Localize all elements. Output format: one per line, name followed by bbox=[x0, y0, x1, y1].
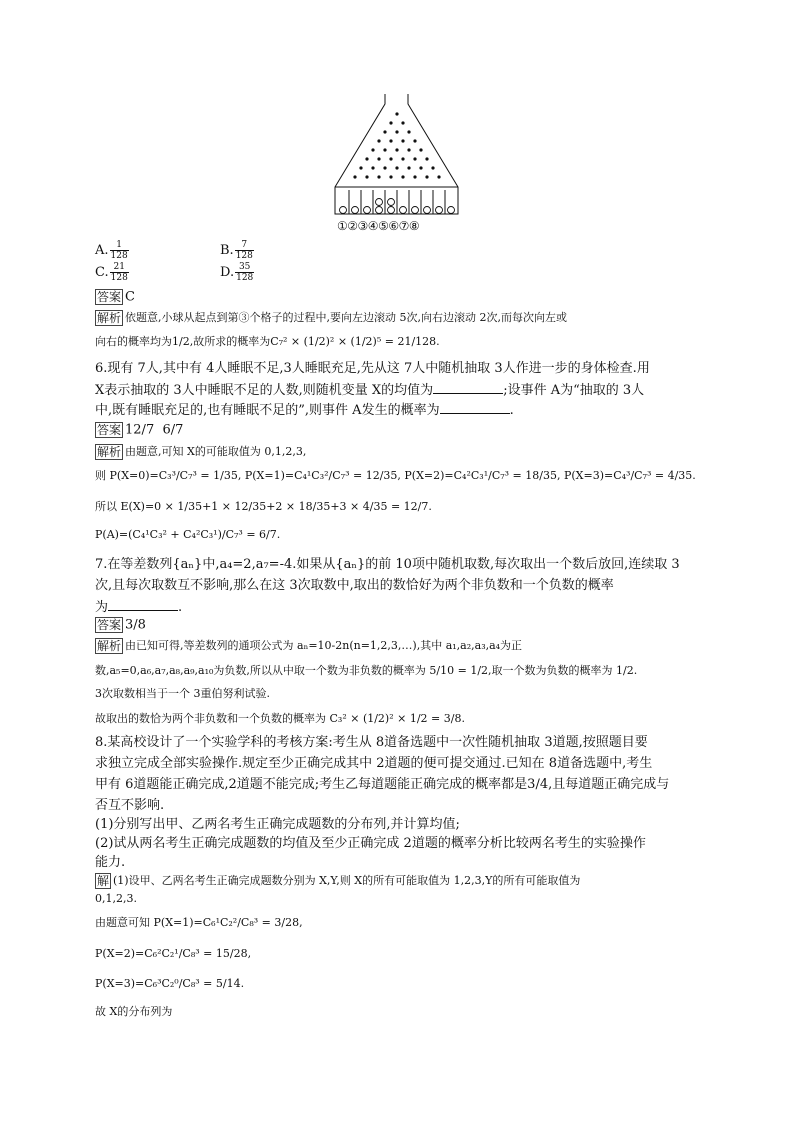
q6-text-1: 6.现有 7人,其中有 4人睡眠不足,3人睡眠充足,先从这 7人中随机抽取 3人作进一步的身体检查.用 bbox=[95, 361, 650, 376]
q5-answer bbox=[95, 289, 135, 306]
q6-text-3: 中,既有睡眠充足的,也有睡眠不足的”,则事件 A发生的概率为 . bbox=[95, 403, 514, 418]
slot-label: ④ bbox=[367, 219, 379, 233]
q5-analysis-2: 向右的概率均为1/2,故所求的概率为C₇² × (1/2)² × (1/2)⁵ = 21/128. bbox=[95, 335, 440, 348]
q6-analysis-3: 所以 E(X)=0 × 1/35+1 × 12/35+2 × 18/35+3 × 4/35 = 12/7. bbox=[95, 500, 432, 513]
q6-answer: 答案 12/7 6/7 bbox=[97, 422, 184, 438]
q8-analysis-5: P(X=3)=C₆³C₂⁰/C₈³ = 5/14. bbox=[95, 977, 245, 990]
answer-blank bbox=[108, 598, 178, 611]
q8-text-5: (1)分别写出甲、乙两名考生正确完成题数的分布列,并计算均值; bbox=[95, 817, 460, 832]
q8-text-4: 否互不影响. bbox=[95, 798, 165, 813]
slot-label: ② bbox=[347, 219, 358, 233]
option-d: D. $\frac{35}{128}$ bbox=[220, 262, 254, 283]
analysis-tag: 解析 bbox=[97, 311, 122, 325]
q8-analysis-4: P(X=2)=C₆²C₂¹/C₈³ = 15/28, bbox=[95, 947, 252, 960]
analysis-tag: 解 bbox=[97, 874, 110, 888]
q8-text-2: 求独立完成全部实验操作.规定至少正确完成其中 2道题的便可提交通过.已知在 8道备选题中,考生 bbox=[95, 756, 653, 771]
option-b: B. $\frac{7}{128}$ bbox=[220, 240, 253, 261]
q8-text-1: 8.某高校设计了一个实验学科的考核方案:考生从 8道备选题中一次性随机抽取 3道题,按照题目要 bbox=[95, 735, 648, 750]
answer-tag: 答案 bbox=[97, 423, 122, 437]
q8-analysis-3: 由题意可知 P(X=1)=C₆¹C₂²/C₈³ = 3/28, bbox=[95, 916, 303, 929]
q8-analysis-6: 故 X的分布列为 bbox=[95, 1005, 173, 1018]
q7-analysis-3: 3次取数相当于一个 3重伯努利试验. bbox=[95, 687, 270, 700]
q7-analysis-2: 数,a₅=0,a₆,a₇,a₈,a₉,a₁₀为负数,所以从中取一个数为非负数的概率为 5/10 = 1/2,取一个数为负数的概率为 1/2. bbox=[95, 664, 638, 677]
slot-label: ① bbox=[337, 219, 348, 233]
slot-label: ⑦ bbox=[398, 219, 409, 233]
answer-tag: 答案 bbox=[97, 290, 122, 304]
answer-blank bbox=[440, 401, 510, 414]
q8-text-3: 甲有 6道题能正确完成,2道题不能完成;考生乙每道题能正确完成的概率都是3/4,且每道题正确完成与 bbox=[95, 777, 670, 792]
q8-analysis-2: 0,1,2,3. bbox=[95, 892, 137, 905]
q5-analysis-1: 解析 依题意,小球从起点到第③个格子的过程中,要向左边滚动 5次,向右边滚动 2次,而每次向左或 bbox=[97, 311, 567, 325]
answer-blank bbox=[433, 381, 503, 394]
slot-labels bbox=[337, 219, 462, 233]
q6-analysis-4: P(A)=(C₄¹C₃² + C₄²C₃¹)/C₇³ = 6/7. bbox=[95, 528, 281, 541]
q8-text-7: 能力. bbox=[95, 855, 126, 870]
slot-label: ⑧ bbox=[408, 219, 420, 233]
galton-board-figure bbox=[330, 92, 465, 237]
q7-answer: 答案 3/8 bbox=[97, 617, 146, 633]
q6-text-2: X表示抽取的 3人中睡眠不足的人数,则随机变量 X的均值为 ;设事件 A为“抽取的 3人 bbox=[95, 383, 645, 398]
q7-text-3: 为 . bbox=[95, 600, 183, 615]
slot-label: ③ bbox=[357, 219, 368, 233]
answer-value: C bbox=[125, 289, 135, 305]
option-a: A. $\frac{1}{128}$ bbox=[95, 240, 128, 261]
q8-analysis-1: 解 (1)设甲、乙两名考生正确完成题数分别为 X,Y,则 X的所有可能取值为 1,2,3,Y的所有可能取值为 bbox=[97, 874, 581, 888]
q8-text-6: (2)试从两名考生正确完成题数的均值及至少正确完成 2道题的概率分析比较两名考生的实验操作 bbox=[95, 836, 646, 851]
q7-analysis-4: 故取出的数恰为两个非负数和一个负数的概率为 C₃² × (1/2)² × 1/2 = 3/8. bbox=[95, 712, 465, 725]
q6-analysis-2: 则 P(X=0)=C₃³/C₇³ = 1/35, P(X=1)=C₄¹C₃²/C₇³ = 12/35, P(X=2)=C₄²C₃¹/C₇³ = 18/35, P(X=3)=C₄³/C₇³ = 4/35. bbox=[95, 469, 696, 482]
analysis-tag: 解析 bbox=[97, 445, 122, 459]
q7-text-1: 7.在等差数列{aₙ}中,a₄=2,a₇=-4.如果从{aₙ}的前 10项中随机取数,每次取出一个数后放回,连续取 3 bbox=[95, 557, 680, 572]
q6-analysis-1: 解析 由题意,可知 X的可能取值为 0,1,2,3, bbox=[97, 445, 307, 459]
option-c: C. $\frac{21}{128}$ bbox=[95, 262, 128, 283]
q7-text-2: 次,且每次取数互不影响,那么在这 3次取数中,取出的数恰好为两个非负数和一个负数的概率 bbox=[95, 578, 614, 593]
answer-tag: 答案 bbox=[97, 618, 122, 632]
slot-label: ⑥ bbox=[388, 219, 399, 233]
analysis-tag: 解析 bbox=[97, 639, 122, 653]
slot-label: ⑤ bbox=[378, 219, 389, 233]
q7-analysis-1: 解析 由已知可得,等差数列的通项公式为 aₙ=10-2n(n=1,2,3,…),其中 a₁,a₂,a₃,a₄为正 bbox=[97, 639, 523, 653]
